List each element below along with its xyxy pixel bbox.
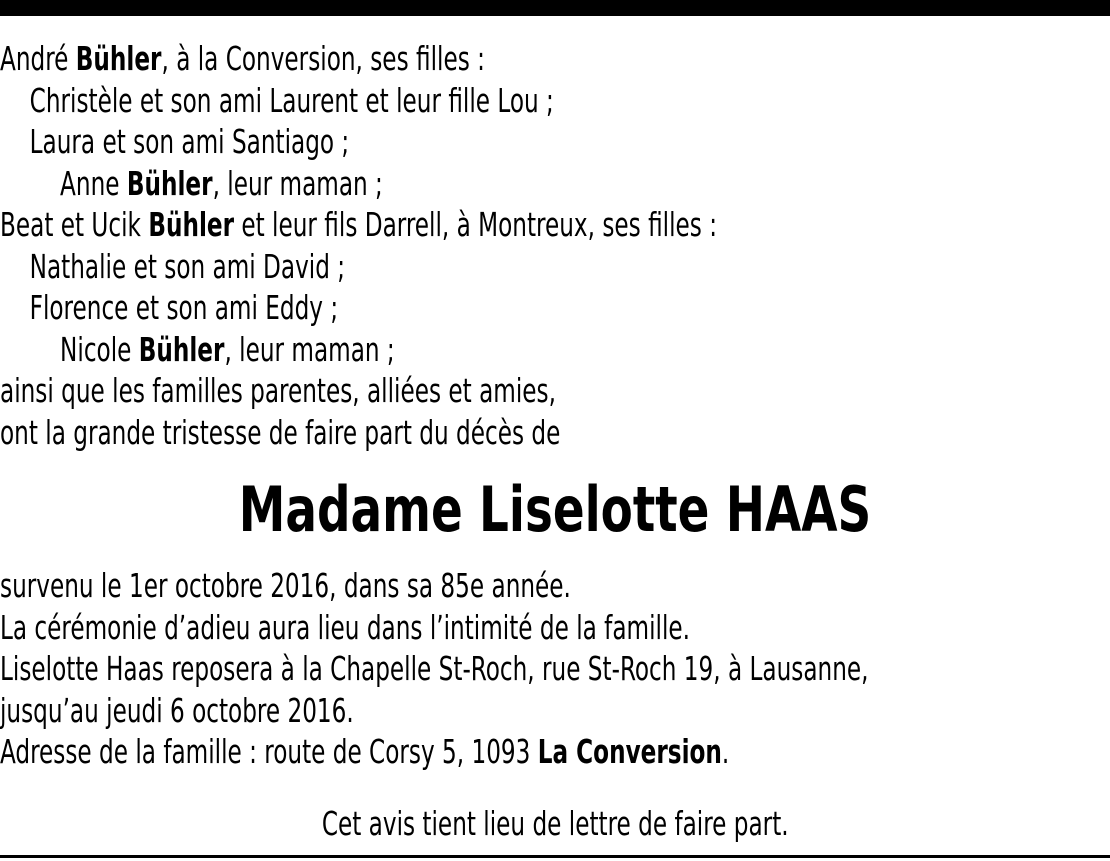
- family-line-10: ont la grande tristesse de faire part du décès de: [0, 412, 561, 452]
- text-fragment: , leur maman ;: [212, 163, 383, 203]
- family-line-5: [0, 204, 866, 246]
- family-line-7: Florence et son ami Eddy ;: [29, 288, 339, 327]
- text-fragment: Anne: [60, 163, 127, 203]
- text-fragment: et leur fils Darrell, à Montreux, ses filles :: [234, 205, 718, 244]
- family-line-3: Laura et son ami Santiago ;: [29, 122, 350, 161]
- text-fragment: André: [0, 39, 76, 78]
- obituary-notice: [0, 38, 1110, 773]
- text-fragment: , à la Conversion, ses filles :: [161, 39, 485, 78]
- details-line-3: Liselotte Haas reposera à la Chapelle St-Roch, rue St-Roch 19, à Lausanne,: [0, 649, 869, 688]
- family-line-4: [0, 163, 866, 205]
- surname-bold: Bühler: [148, 205, 235, 244]
- surname-bold: Bühler: [75, 39, 162, 78]
- bottom-border-rule: [0, 855, 1110, 858]
- surname-bold: Bühler: [126, 163, 213, 203]
- details-line-5: [0, 731, 866, 773]
- details-line-2: La cérémonie d’adieu aura lieu dans l’intimité de la famille.: [0, 607, 690, 647]
- details-line-4: jusqu’au jeudi 6 octobre 2016.: [0, 690, 354, 730]
- deceased-name-heading: Madame Liselotte HAAS: [238, 473, 872, 546]
- text-fragment: , leur maman ;: [224, 329, 395, 369]
- family-line-2: Christèle et son ami Laurent et leur fille Lou ;: [29, 80, 554, 120]
- text-fragment: .: [721, 732, 730, 771]
- family-line-8: [0, 329, 866, 371]
- text-fragment: Nicole: [60, 329, 139, 369]
- details-line-1: survenu le 1er octobre 2016, dans sa 85e année.: [0, 566, 571, 605]
- surname-bold: Bühler: [138, 329, 225, 369]
- text-fragment: Adresse de la famille : route de Corsy 5, 1093: [0, 732, 538, 771]
- place-bold: La Conversion: [537, 732, 722, 771]
- family-line-6: Nathalie et son ami David ;: [29, 246, 346, 286]
- footer-text: Cet avis tient lieu de lettre de faire part.: [321, 804, 789, 843]
- family-line-1: [0, 38, 866, 80]
- text-fragment: Beat et Ucik: [0, 205, 149, 244]
- family-line-9: ainsi que les familles parentes, alliées et amies,: [0, 371, 556, 410]
- top-border-rule: [0, 0, 1110, 16]
- footer-note: [0, 803, 1110, 845]
